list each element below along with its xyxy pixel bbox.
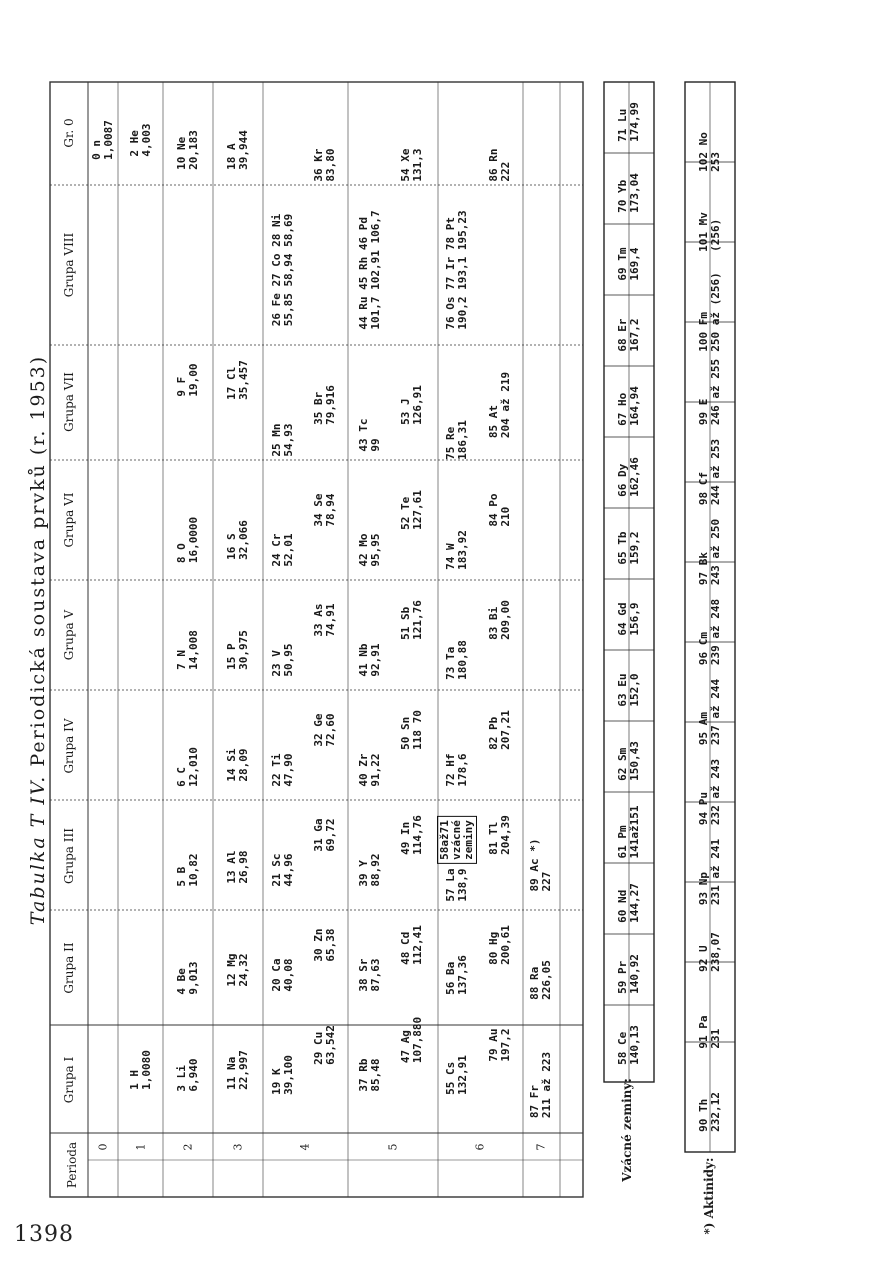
header-grupa-4: Grupa IV	[62, 718, 76, 774]
element-ac: 89 Ac *) 227	[528, 838, 553, 892]
actinide-7: 97 Bk 243 až 250	[697, 518, 722, 586]
element-ta: 73 Ta 180,88	[444, 640, 469, 680]
lanthanide-2: 60 Nd 144,27	[616, 883, 641, 923]
element-kr: 36 Kr 83,80	[312, 148, 337, 182]
lanthanide-11: 69 Tm 169,4	[616, 247, 641, 281]
element-si: 14 Si 28,09	[225, 748, 250, 782]
element-ti: 22 Ti 47,90	[270, 753, 295, 787]
period-5: 5	[386, 1143, 400, 1151]
element-f: 9 F 19,00	[175, 363, 200, 397]
element-b: 5 B 10,82	[175, 853, 200, 887]
element-mo: 42 Mo 95,95	[357, 533, 382, 567]
element-p: 15 P 30,975	[225, 630, 250, 670]
element-ge: 32 Ge 72,60	[312, 713, 337, 747]
actinide-11: 101 Mv (256)	[697, 212, 722, 252]
element-na: 11 Na 22,997	[225, 1050, 250, 1090]
element-bi: 83 Bi 209,00	[487, 600, 512, 640]
period-2: 2	[181, 1143, 195, 1151]
element-c: 6 C 12,010	[175, 747, 200, 787]
element-ag: 47 Ag 107,880	[399, 1016, 424, 1064]
element-fe-co-ni: 26 Fe 27 Co 28 Ni 55,85 58,94 58,69	[270, 213, 295, 327]
period-1: 1	[134, 1143, 148, 1151]
element-mg: 12 Mg 24,32	[225, 953, 250, 987]
axis-label-perioda: Perioda	[65, 1141, 79, 1189]
element-sb: 51 Sb 121,76	[399, 600, 424, 640]
period-7: 7	[534, 1143, 548, 1151]
lanthanide-1: 59 Pr 140,92	[616, 954, 641, 994]
element-cl: 17 Cl 35,457	[225, 360, 250, 400]
element-sn: 50 Sn 118 70	[399, 710, 424, 750]
actinide-2: 92 U 238,07	[697, 932, 722, 972]
header-grupa-7: Grupa VII	[62, 372, 76, 432]
actinide-12: 102 No 253	[697, 132, 722, 172]
actinide-8: 98 Cf 244 až 253	[697, 438, 722, 506]
element-po: 84 Po 210	[487, 493, 512, 527]
header-grupa-3: Grupa III	[62, 828, 76, 884]
element-be: 4 Be 9,013	[175, 961, 200, 995]
period-4: 4	[298, 1143, 312, 1151]
actinide-6: 96 Cm 239 až 248	[697, 598, 722, 666]
lanthanide-7: 65 Tb 159,2	[616, 531, 641, 565]
lanthanide-12: 70 Yb 173,04	[616, 173, 641, 213]
header-grupa-6: Grupa VI	[62, 492, 76, 548]
element-ra: 88 Ra 226,05	[528, 960, 553, 1000]
actinide-9: 99 E 246 až 255	[697, 358, 722, 426]
element-cu: 29 Cu 63,542	[312, 1025, 337, 1065]
element-tc: 43 Tc 99	[357, 418, 382, 452]
title-rest: Periodická soustava prvků (r. 1953)	[27, 354, 49, 775]
element-y: 39 Y 88,92	[357, 853, 382, 887]
element-ar: 18 A 39,944	[225, 130, 250, 170]
lanthanide-3: 61 Pm 141až151	[616, 805, 641, 859]
element-se: 34 Se 78,94	[312, 493, 337, 527]
lanthanide-5: 63 Eu 152,0	[616, 673, 641, 707]
title-italic: Tabulka T IV.	[27, 774, 49, 926]
element-ru-rh-pd: 44 Ru 45 Rh 46 Pd 101,7 102,91 106,7	[357, 210, 382, 330]
element-tl: 81 Tl 204,39	[487, 815, 512, 855]
page-number: 1398	[14, 1222, 74, 1247]
header-grupa-8: Grupa VIII	[62, 232, 76, 298]
element-al: 13 Al 26,98	[225, 850, 250, 884]
element-li: 3 Li 6,940	[175, 1058, 200, 1092]
element-i: 53 J 126,91	[399, 385, 424, 425]
actinide-0: 90 Th 232,12	[697, 1092, 722, 1132]
element-ca: 20 Ca 40,08	[270, 958, 295, 992]
actinide-4: 94 Pu 232 až 243	[697, 758, 722, 826]
element-h: 1 H 1,0080	[128, 1050, 153, 1090]
lanthanide-4: 62 Sm 150,43	[616, 741, 641, 781]
lanthanide-10: 68 Er 167,2	[616, 318, 641, 352]
element-n7: 7 N 14,008	[175, 630, 200, 670]
element-cd: 48 Cd 112,41	[399, 925, 424, 965]
element-he: 2 He 4,003	[128, 123, 153, 157]
period-6: 6	[473, 1143, 487, 1151]
lanthanide-0: 58 Ce 140,13	[616, 1025, 641, 1065]
element-au: 79 Au 197,2	[487, 1028, 512, 1062]
actinide-3: 93 Np 231 až 241	[697, 838, 722, 906]
lanthanides-label: Vzácné zeminy:	[620, 1078, 634, 1182]
element-in: 49 In 114,76	[399, 815, 424, 855]
element-pb: 82 Pb 207,21	[487, 710, 512, 750]
element-zr: 40 Zr 91,22	[357, 753, 382, 787]
actinides-label: *) Aktinidy:	[702, 1157, 716, 1235]
element-rb: 37 Rb 85,48	[357, 1058, 382, 1092]
lanthanide-6: 64 Gd 156,9	[616, 602, 641, 636]
element-k: 19 K 39,100	[270, 1055, 295, 1095]
element-v: 23 V 50,95	[270, 643, 295, 677]
lanthanide-9: 67 Ho 164,94	[616, 386, 641, 426]
rare-earth-box: 58až71 vzácné zeminy	[437, 816, 477, 864]
header-grupa-5: Grupa V	[62, 609, 76, 661]
actinide-10: 100 Fm 250 až (256)	[697, 272, 722, 352]
element-as: 33 As 74,91	[312, 603, 337, 637]
element-cs: 55 Cs 132,91	[444, 1055, 469, 1095]
element-n: 0 n 1,0087	[90, 120, 115, 160]
element-br: 35 Br 79,916	[312, 385, 337, 425]
actinide-1: 91 Pa 231	[697, 1015, 722, 1049]
period-0: 0	[96, 1143, 110, 1151]
element-o: 8 O 16,0000	[175, 516, 200, 564]
element-te: 52 Te 127,61	[399, 490, 424, 530]
header-grupa-1: Grupa I	[62, 1056, 76, 1104]
element-zn: 30 Zn 65,38	[312, 928, 337, 962]
element-la: 57 La 138,9	[444, 868, 469, 902]
period-3: 3	[231, 1143, 245, 1151]
element-sc: 21 Sc 44,96	[270, 853, 295, 887]
header-grupa-2: Grupa II	[62, 942, 76, 994]
element-cr: 24 Cr 52,01	[270, 533, 295, 567]
element-ba: 56 Ba 137,36	[444, 955, 469, 995]
lanthanide-8: 66 Dy 162,46	[616, 457, 641, 497]
element-ne: 10 Ne 20,183	[175, 130, 200, 170]
element-nb: 41 Nb 92,91	[357, 643, 382, 677]
element-fr: 87 Fr 211 až 223	[528, 1051, 553, 1119]
lanthanide-13: 71 Lu 174,99	[616, 102, 641, 142]
element-at: 85 At 204 až 219	[487, 371, 512, 439]
element-ga: 31 Ga 69,72	[312, 818, 337, 852]
element-hg: 80 Hg 200,61	[487, 925, 512, 965]
element-re: 75 Re 186,31	[444, 420, 469, 460]
element-hf: 72 Hf 178,6	[444, 753, 469, 787]
actinide-5: 95 Am 237 až 244	[697, 678, 722, 746]
header-gr-0: Gr. 0	[62, 118, 76, 148]
element-rn: 86 Rn 222	[487, 148, 512, 182]
element-mn: 25 Mn 54,93	[270, 423, 295, 457]
element-xe: 54 Xe 131,3	[399, 148, 424, 182]
element-s: 16 S 32,066	[225, 520, 250, 560]
element-sr: 38 Sr 87,63	[357, 958, 382, 992]
element-w: 74 W 183,92	[444, 530, 469, 570]
element-os-ir-pt: 76 Os 77 Ir 78 Pt 190,2 193,1 195,23	[444, 210, 469, 330]
